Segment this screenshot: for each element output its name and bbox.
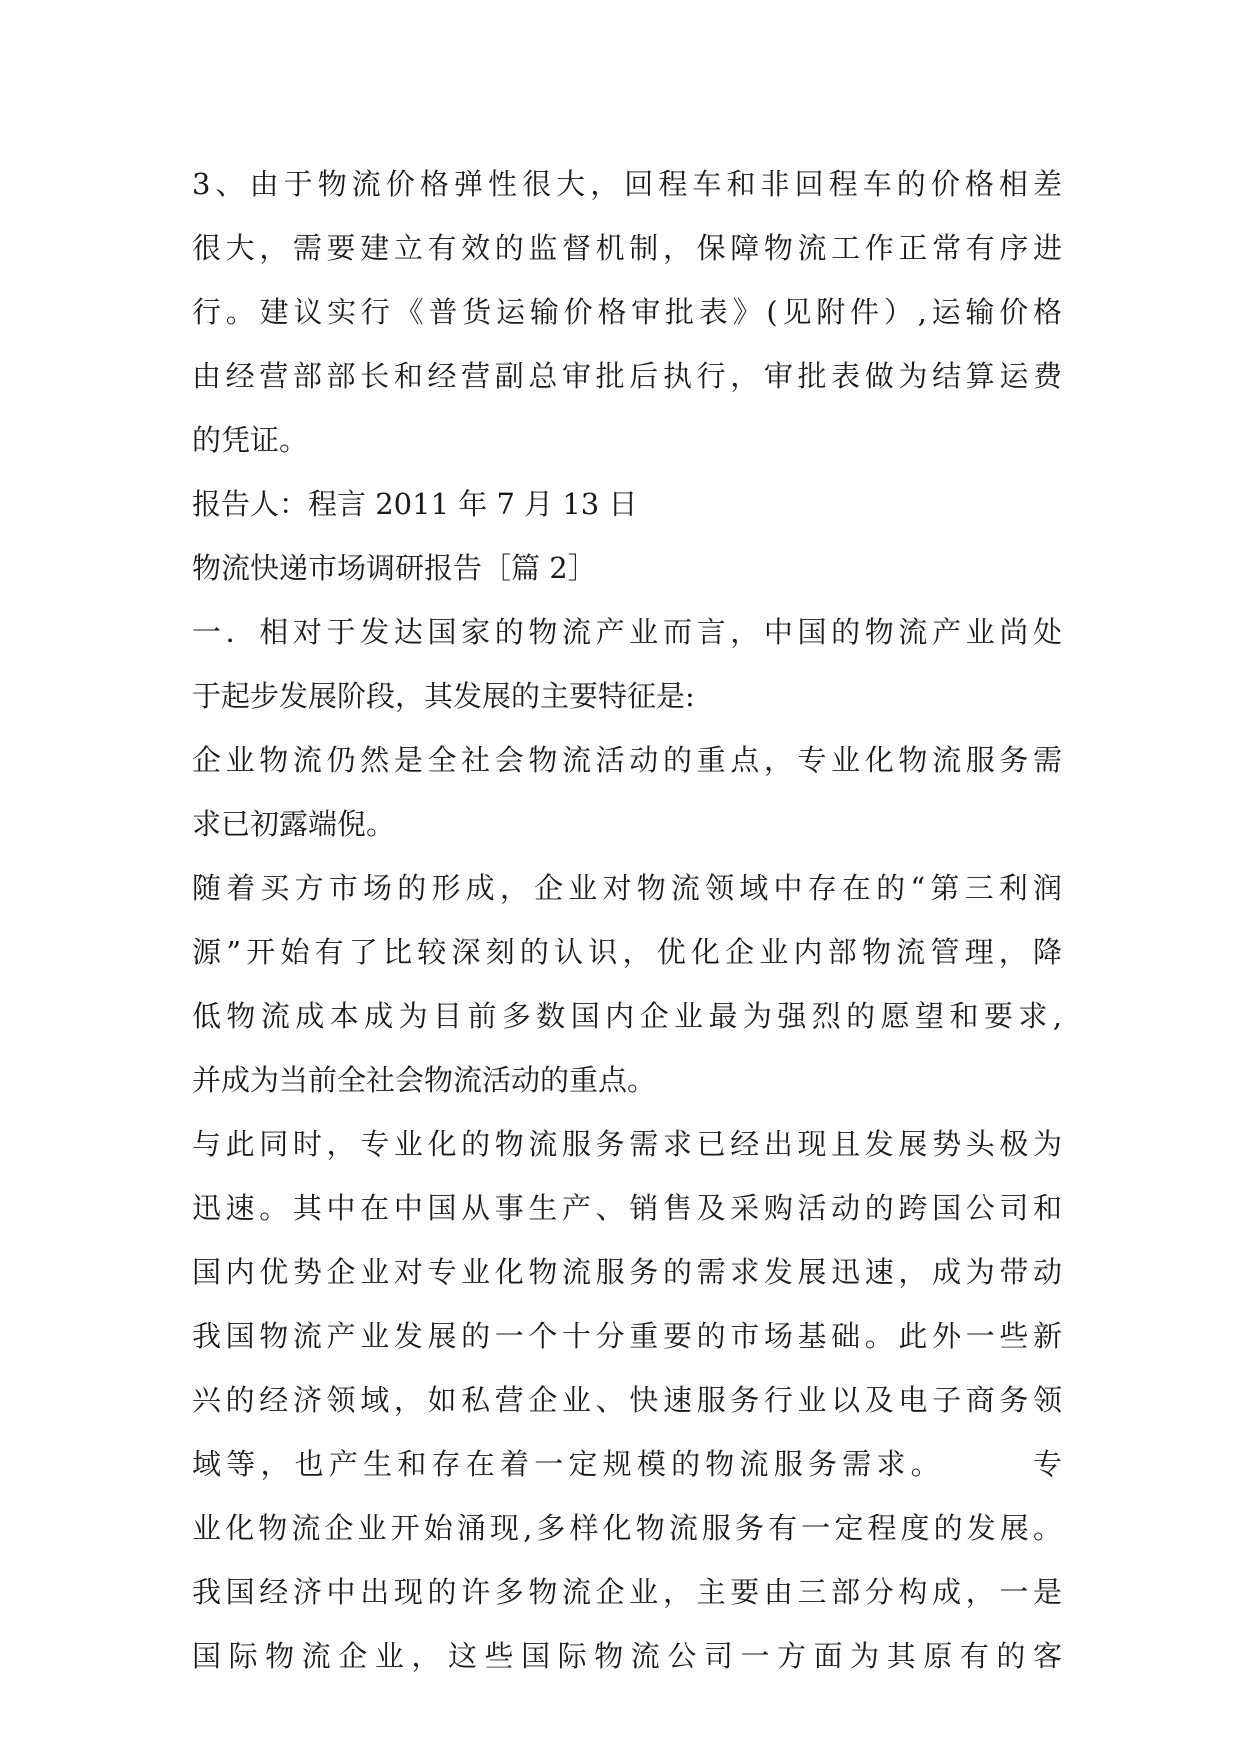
text-line: 迅速。其中在中国从事生产、销售及采购活动的跨国公司和 bbox=[192, 1191, 1062, 1225]
text-line: 低物流成本成为目前多数国内企业最为强烈的愿望和要求, bbox=[192, 999, 1062, 1033]
text-line: 源”开始有了比较深刻的认识，优化企业内部物流管理，降 bbox=[192, 935, 1062, 969]
text-line: 于起步发展阶段，其发展的主要特征是: bbox=[192, 679, 695, 713]
text-line: 国内优势企业对专业化物流服务的需求发展迅速，成为带动 bbox=[192, 1255, 1062, 1289]
document-page bbox=[192, 152, 1062, 1688]
text-line: 由经营部部长和经营副总审批后执行，审批表做为结算运费 bbox=[192, 359, 1062, 393]
text-line: 行。建议实行《普货运输价格审批表》(见附件）,运输价格 bbox=[192, 295, 1062, 329]
text-line: 国际物流企业，这些国际物流公司一方面为其原有的客 bbox=[192, 1639, 1062, 1673]
text-line: 我国经济中出现的许多物流企业，主要由三部分构成，一是 bbox=[192, 1575, 1062, 1609]
text-line: 兴的经济领域，如私营企业、快速服务行业以及电子商务领 bbox=[192, 1383, 1062, 1417]
text-line: 很大，需要建立有效的监督机制，保障物流工作正常有序进 bbox=[192, 231, 1062, 265]
text-line: 我国物流产业发展的一个十分重要的市场基础。此外一些新 bbox=[192, 1319, 1062, 1353]
text-line: 随着买方市场的形成，企业对物流领域中存在的“第三利润 bbox=[192, 871, 1062, 905]
text-line: 并成为当前全社会物流活动的重点。 bbox=[192, 1063, 657, 1097]
text-line: 域等，也产生和存在着一定规模的物流服务需求。 专 bbox=[192, 1447, 1062, 1481]
text-line: 企业物流仍然是全社会物流活动的重点，专业化物流服务需 bbox=[192, 743, 1062, 777]
text-line: 物流快递市场调研报告［篇 2］ bbox=[192, 551, 597, 585]
text-line: 业化物流企业开始涌现,多样化物流服务有一定程度的发展。 bbox=[192, 1511, 1062, 1545]
text-line: 报告人：程言 2011 年 7 月 13 日 bbox=[192, 487, 638, 521]
text-line: 的凭证。 bbox=[192, 423, 309, 457]
text-line: 3、由于物流价格弹性很大，回程车和非回程车的价格相差 bbox=[192, 167, 1062, 201]
text-line: 一．相对于发达国家的物流产业而言，中国的物流产业尚处 bbox=[192, 615, 1062, 649]
text-line: 与此同时，专业化的物流服务需求已经出现且发展势头极为 bbox=[192, 1127, 1062, 1161]
text-line: 求已初露端倪。 bbox=[192, 807, 396, 841]
